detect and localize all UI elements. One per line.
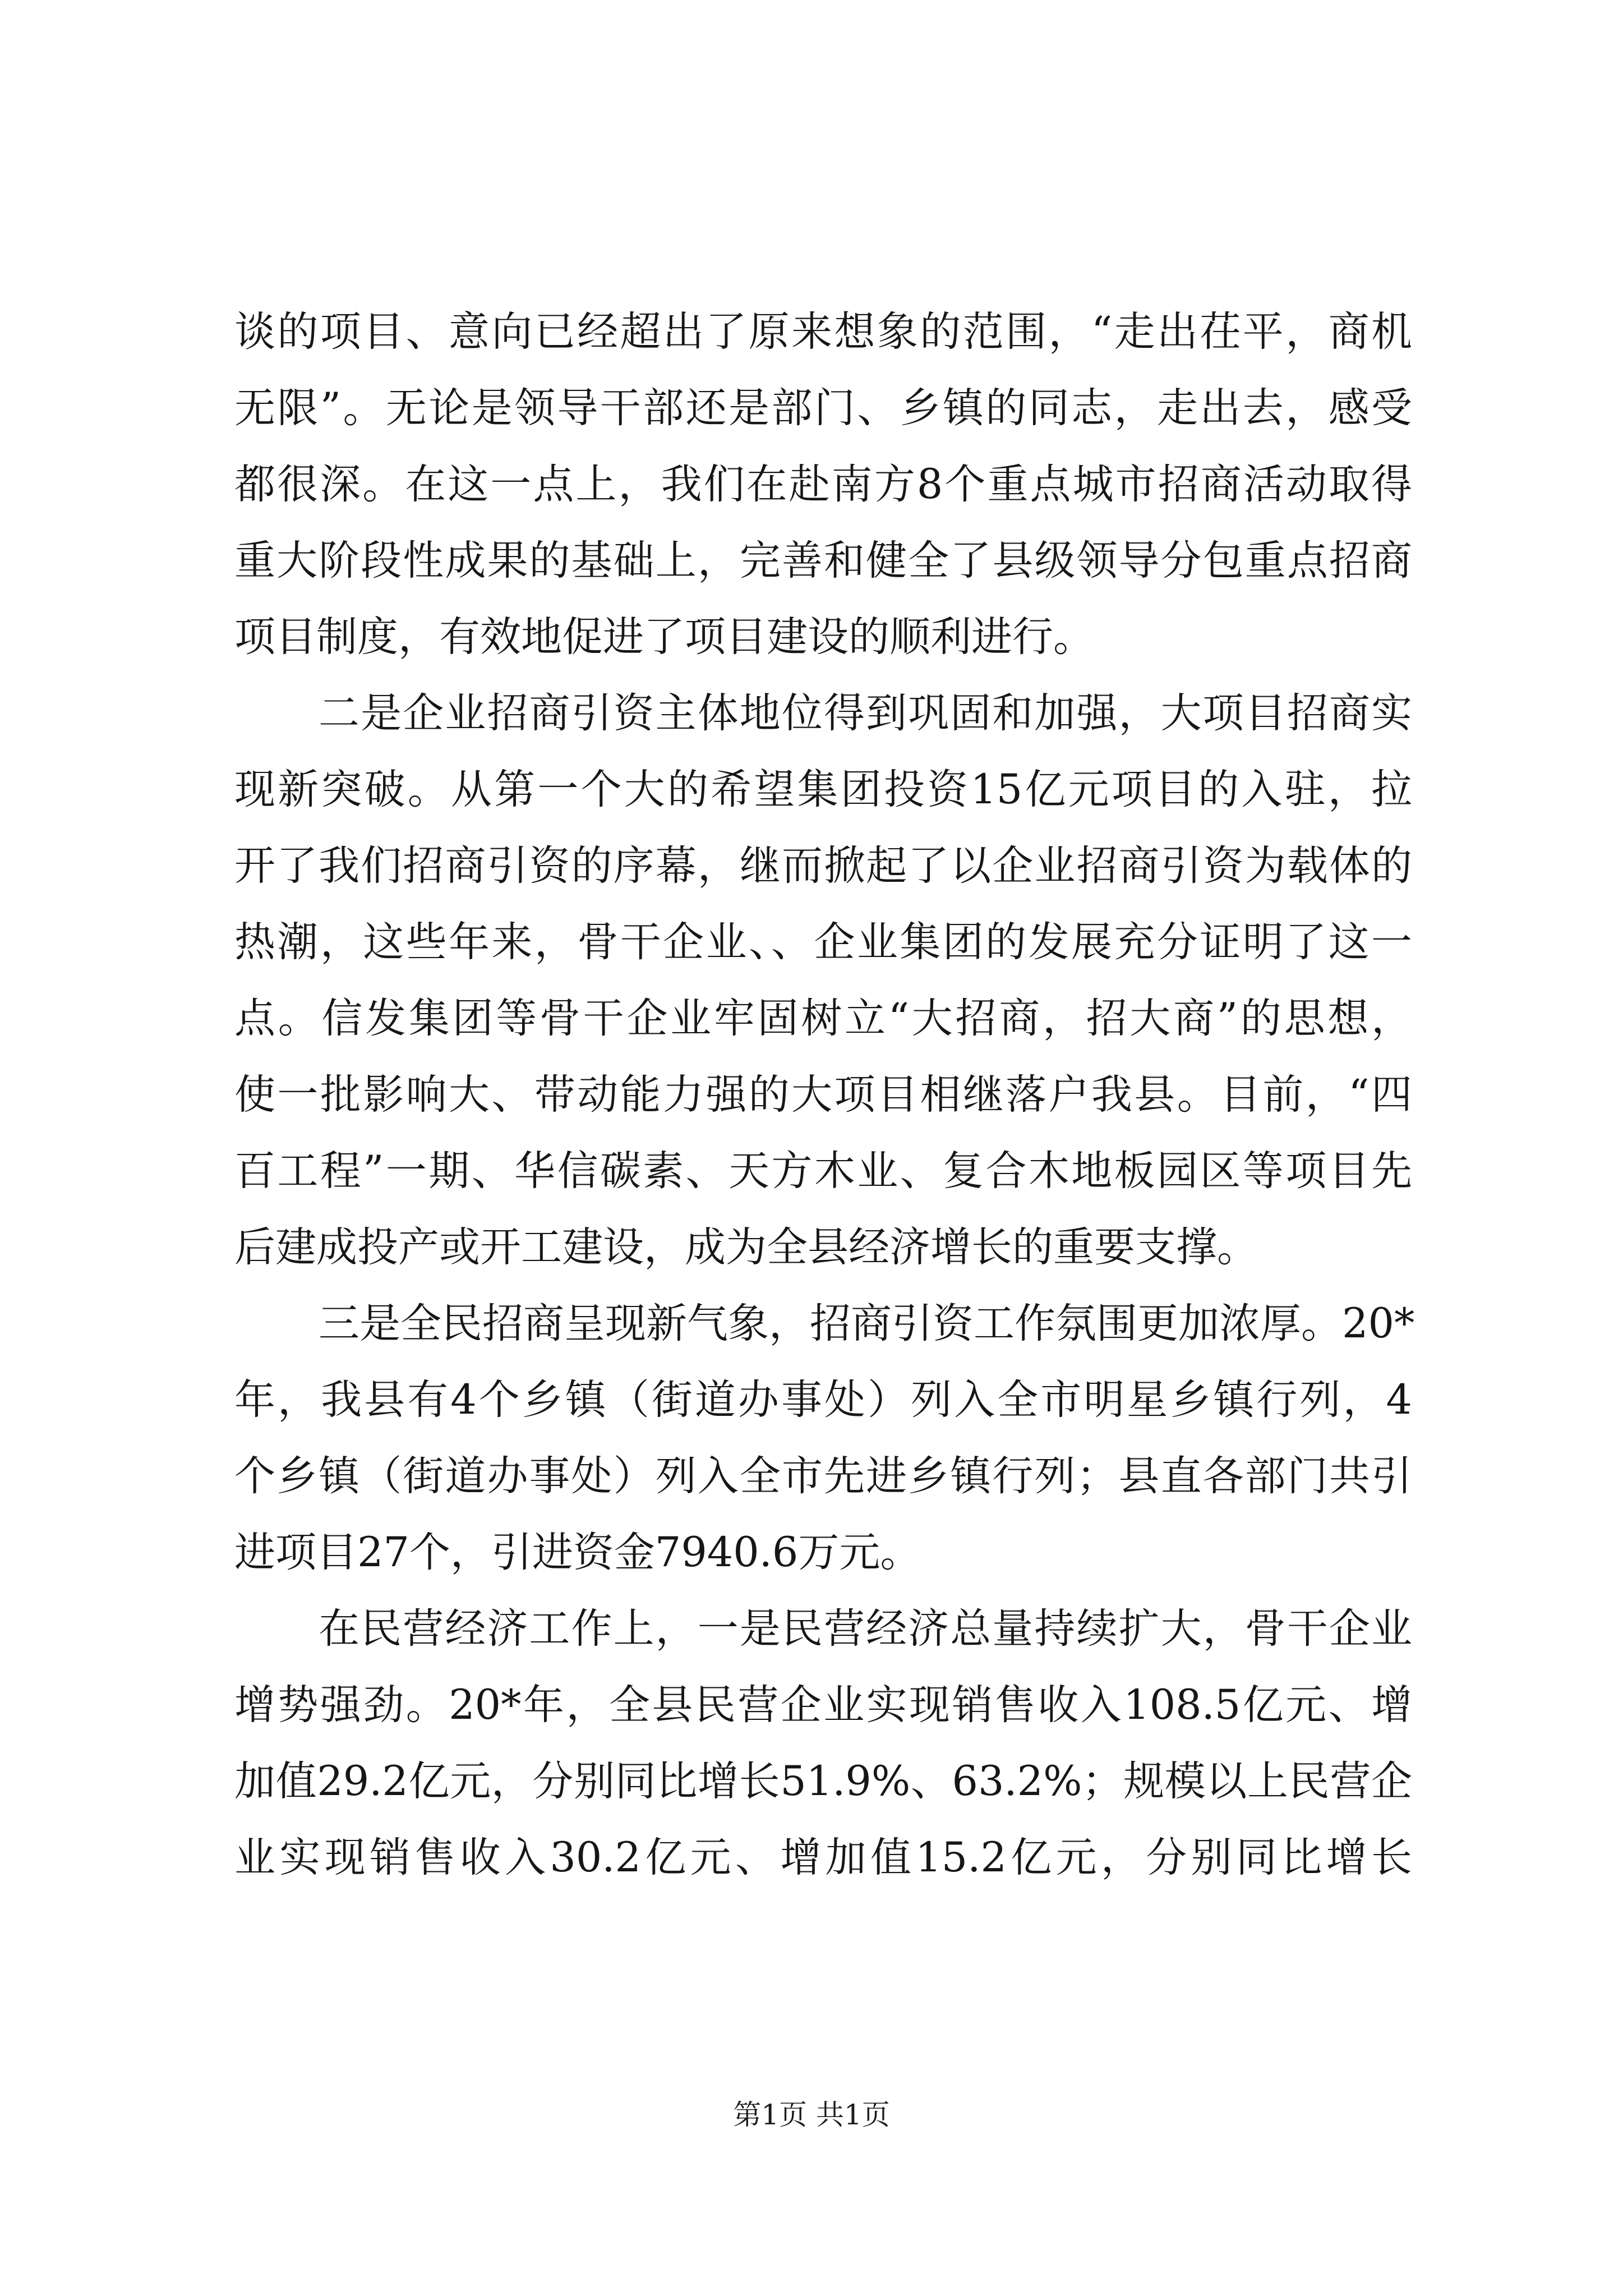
paragraph-first-line: 三是全民招商呈现新气象，招商引资工作氛围更加浓厚。20* bbox=[319, 1300, 1415, 1347]
text-line: 重大阶段性成果的基础上，完善和健全了县级领导分包重点招商 bbox=[234, 537, 1412, 585]
text-line: 谈的项目、意向已经超出了原来想象的范围，“走出茌平，商机 bbox=[234, 308, 1412, 356]
text-line: 增势强劲。20*年，全县民营企业实现销售收入108.5亿元、增 bbox=[234, 1681, 1412, 1729]
paragraph-first-line: 二是企业招商引资主体地位得到巩固和加强，大项目招商实 bbox=[319, 689, 1412, 737]
text-line: 现新突破。从第一个大的希望集团投资15亿元项目的入驻，拉 bbox=[234, 766, 1412, 813]
text-line: 使一批影响大、带动能力强的大项目相继落户我县。目前，“四 bbox=[234, 1071, 1412, 1119]
page-number: 第1页 共1页 bbox=[733, 2099, 890, 2131]
text-line: 热潮，这些年来，骨干企业、、企业集团的发展充分证明了这一 bbox=[234, 918, 1412, 966]
text-line: 百工程”一期、华信碳素、天方木业、复合木地板园区等项目先 bbox=[234, 1147, 1412, 1195]
text-line: 个乡镇（街道办事处）列入全市先进乡镇行列；县直各部门共引 bbox=[234, 1452, 1412, 1500]
text-line: 后建成投产或开工建设，成为全县经济增长的重要支撑。 bbox=[234, 1223, 1258, 1271]
paragraph-first-line: 在民营经济工作上，一是民营经济总量持续扩大，骨干企业 bbox=[319, 1605, 1412, 1653]
text-line: 点。信发集团等骨干企业牢固树立“大招商，招大商”的思想， bbox=[234, 995, 1412, 1042]
text-line: 开了我们招商引资的序幕，继而掀起了以企业招商引资为载体的 bbox=[234, 842, 1412, 890]
text-line: 无限”。无论是领导干部还是部门、乡镇的同志，走出去，感受 bbox=[234, 384, 1412, 432]
text-line: 业实现销售收入30.2亿元、增加值15.2亿元，分别同比增长 bbox=[234, 1834, 1412, 1881]
text-line: 年，我县有4个乡镇（街道办事处）列入全市明星乡镇行列，4 bbox=[234, 1376, 1412, 1424]
text-line: 进项目27个，引进资金7940.6万元。 bbox=[234, 1529, 921, 1576]
text-line: 加值29.2亿元，分别同比增长51.9%、63.2%；规模以上民营企 bbox=[234, 1757, 1412, 1805]
text-line: 都很深。在这一点上，我们在赴南方8个重点城市招商活动取得 bbox=[234, 461, 1412, 508]
text-line: 项目制度，有效地促进了项目建设的顺利进行。 bbox=[234, 613, 1094, 661]
